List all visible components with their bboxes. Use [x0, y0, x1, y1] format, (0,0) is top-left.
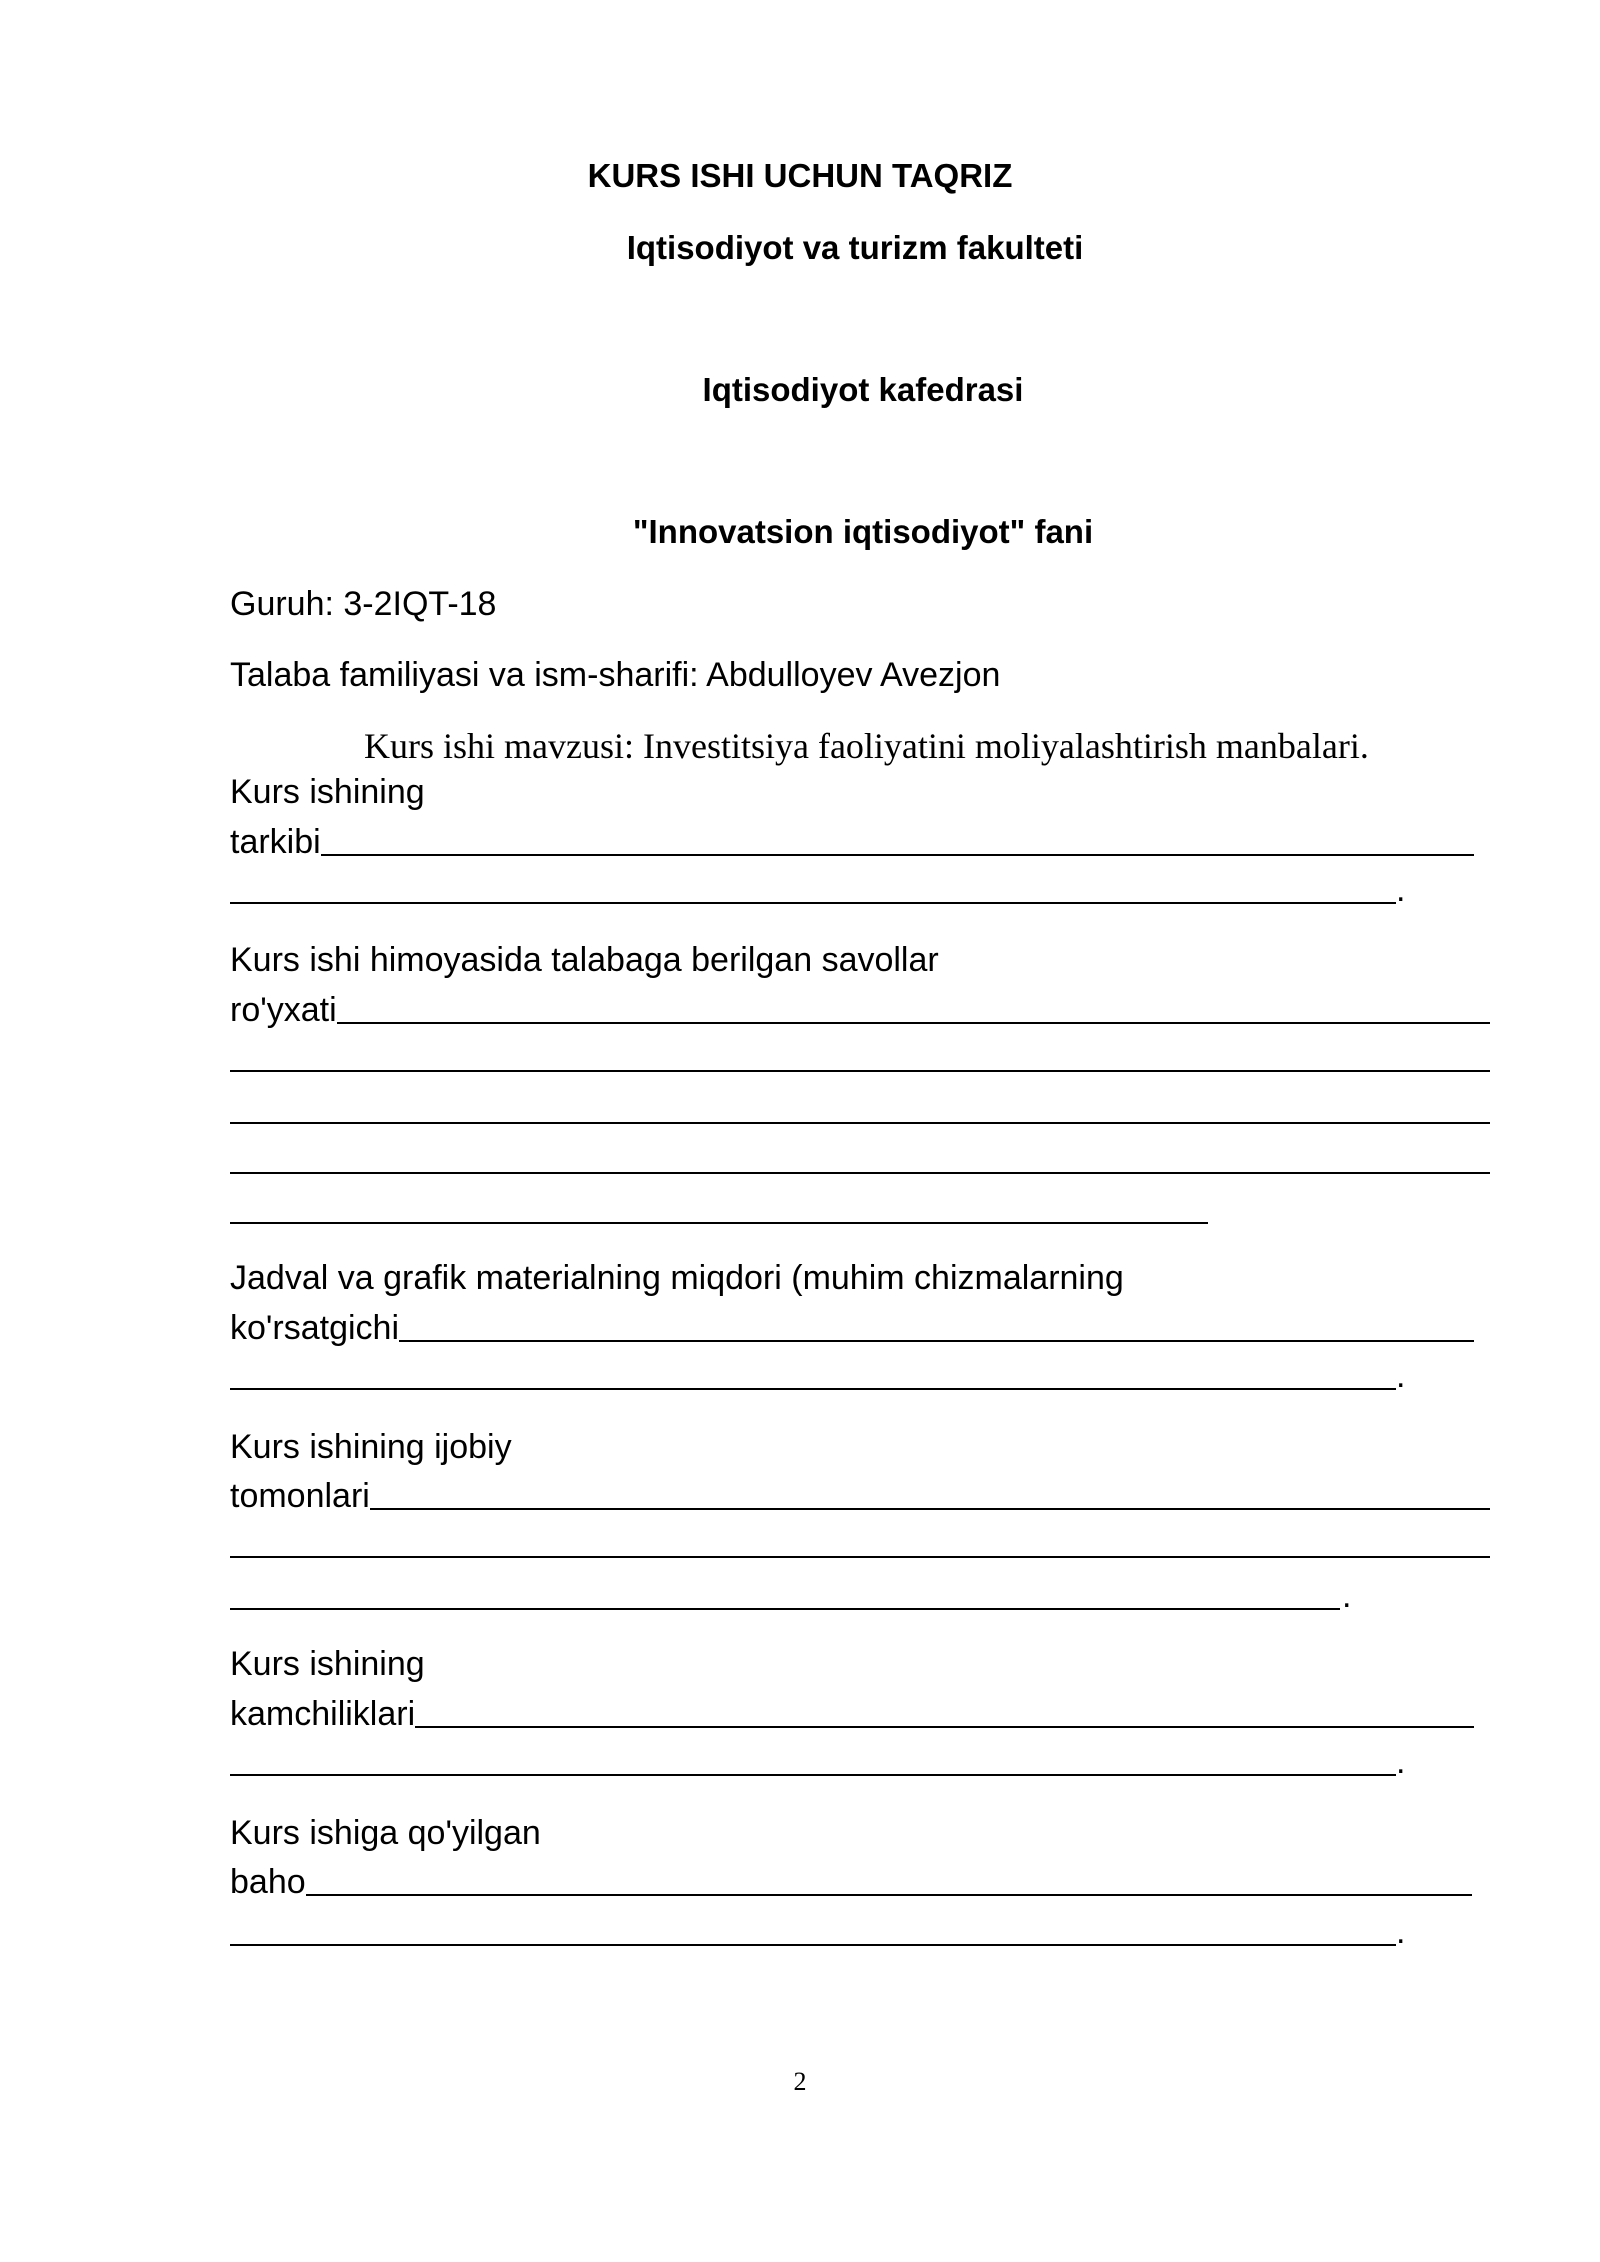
blank-line: [321, 854, 1474, 856]
blank-line[interactable]: [230, 1070, 1490, 1072]
shortcomings-label: Kurs ishining: [230, 1645, 425, 1683]
grade-label: Kurs ishiga qo'yilgan: [230, 1814, 541, 1852]
topic-line: Kurs ishi mavzusi: Investitsiya faoliyatini moliyalashtirish manbalari.: [364, 726, 1369, 766]
group-label: Guruh: 3-2IQT-18: [230, 585, 497, 623]
faculty-name: Iqtisodiyot va turizm fakulteti: [626, 229, 1084, 266]
period-mark: .: [1396, 1743, 1406, 1781]
blank-line[interactable]: [230, 1608, 1340, 1610]
blank-line[interactable]: [230, 1944, 1396, 1946]
period-mark: .: [1396, 1357, 1406, 1395]
blank-line: [306, 1894, 1472, 1896]
blank-line: [370, 1508, 1490, 1510]
shortcomings-field[interactable]: [230, 1694, 1474, 1734]
materials-field[interactable]: [230, 1308, 1474, 1348]
blank-line: [399, 1340, 1474, 1342]
period-mark: .: [1396, 871, 1406, 909]
materials-label-end: ko'rsatgichi: [230, 1309, 400, 1347]
grade-field[interactable]: [230, 1862, 1472, 1902]
positives-field[interactable]: [230, 1476, 1490, 1516]
shortcomings-label-end: kamchiliklari: [230, 1695, 416, 1733]
blank-line[interactable]: [230, 1556, 1490, 1558]
composition-field[interactable]: [230, 822, 1474, 862]
page-number: 2: [793, 2067, 807, 2096]
grade-label-end: baho: [230, 1863, 306, 1901]
blank-line[interactable]: [230, 1222, 1208, 1224]
blank-line: [337, 1022, 1490, 1024]
materials-label: Jadval va grafik materialning miqdori (muhim chizmalarning: [230, 1259, 1124, 1297]
questions-label-end: ro'yxati: [230, 991, 337, 1029]
blank-line[interactable]: [230, 902, 1396, 904]
period-mark: .: [1342, 1577, 1352, 1615]
blank-line: [415, 1726, 1474, 1728]
subject-name: "Innovatsion iqtisodiyot" fani: [632, 513, 1094, 550]
blank-line[interactable]: [230, 1774, 1396, 1776]
positives-label: Kurs ishining ijobiy: [230, 1428, 512, 1466]
department-name: Iqtisodiyot kafedrasi: [702, 371, 1024, 408]
period-mark: .: [1396, 1913, 1406, 1951]
blank-line[interactable]: [230, 1122, 1490, 1124]
composition-label-end: tarkibi: [230, 823, 321, 861]
positives-label-end: tomonlari: [230, 1477, 370, 1515]
composition-label: Kurs ishining: [230, 773, 425, 811]
blank-line[interactable]: [230, 1388, 1396, 1390]
blank-line[interactable]: [230, 1172, 1490, 1174]
questions-field[interactable]: [230, 990, 1490, 1030]
document-title: KURS ISHI UCHUN TAQRIZ: [587, 157, 1013, 194]
student-name: Talaba familiyasi va ism-sharifi: Abdulloyev Avezjon: [230, 656, 1001, 694]
questions-label: Kurs ishi himoyasida talabaga berilgan savollar: [230, 941, 939, 979]
